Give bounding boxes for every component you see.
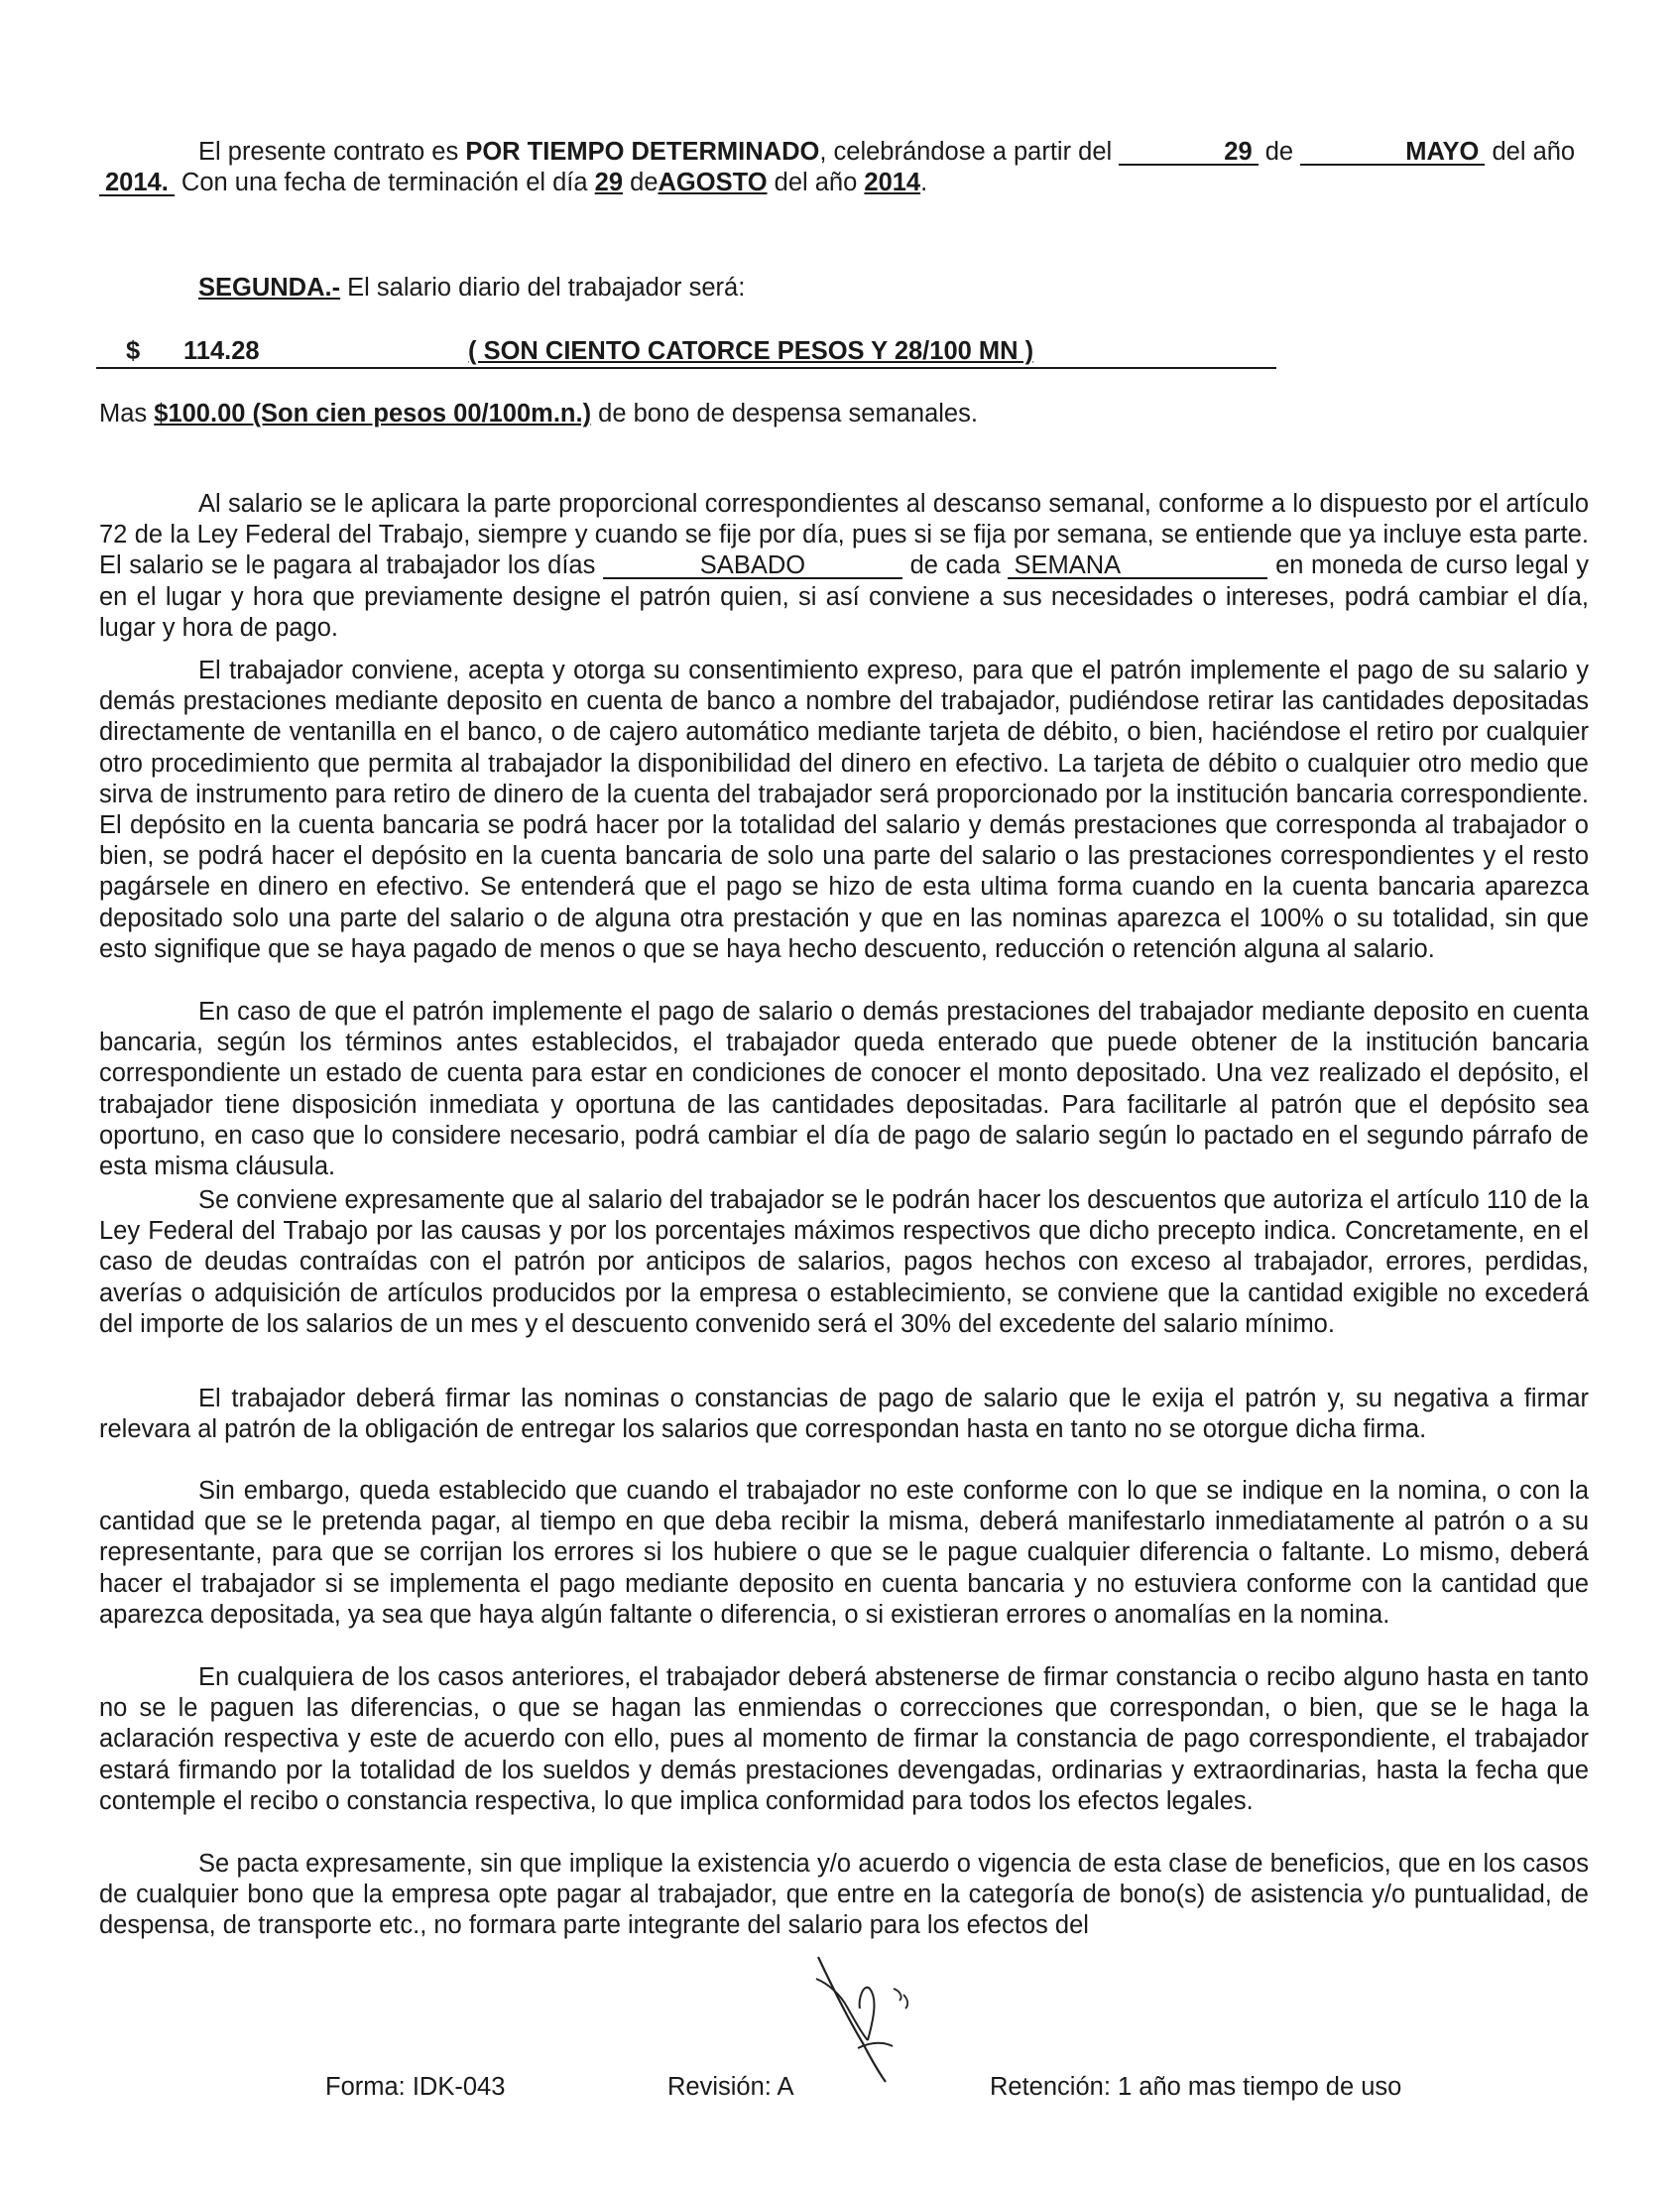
paragraph-text: en moneda de curso legal y en el lugar y hora que previamente designe el patrón quien, si así conviene a sus necesidades o intereses, podrá cambiar el día, lugar y hora de pago.: [99, 551, 1589, 642]
contract-term-line-1: [99, 137, 1589, 168]
clause-segunda: [198, 274, 745, 303]
intro-text: del año: [767, 169, 865, 196]
salary-in-words: ( SON CIENTO CATORCE PESOS Y 28/100 MN ): [468, 337, 1034, 365]
end-year: 2014: [864, 169, 921, 196]
revision-label: Revisión: A: [667, 2073, 794, 2101]
paragraph-discounts: Se conviene expresamente que al salario del trabajador se le podrán hacer los descuentos que autoriza el artículo 110 de la Ley Federal del Trabajo por las causas y por los porcentajes máximos respectivos que dicho precepto indica. Concretamente, en el caso de deudas contraídas con el patrón por anticipos de salarios, pagos hechos con exceso al trabajador, errores, perdidas, averías o adquisición de artículos producidos por la empresa o establecimiento, se conviene que la cantidad exigible no excederá del importe de los salarios de un mes y el descuento convenido será el 30% del excedente del salario mínimo.: [99, 1186, 1589, 1338]
paragraph-payroll-signing: El trabajador deberá firmar las nominas o constancias de pago de salario que le exija el patrón y, su negativa a firmar relevara al patrón de la obligación de entregar los salarios que correspondan hasta en tanto no se otorgue dicha firma.: [99, 1385, 1589, 1444]
pay-period: SEMANA: [1008, 553, 1267, 579]
start-month: MAYO: [1300, 140, 1485, 166]
bonus-text: Mas: [99, 400, 155, 427]
bonus-text: de bono de despensa semanales.: [591, 400, 978, 427]
intro-text: de: [623, 169, 659, 196]
intro-text: del año: [1485, 138, 1576, 166]
start-day: 29: [1119, 140, 1258, 166]
bonus-line: [99, 400, 978, 428]
intro-text: El presente contrato es: [198, 138, 466, 166]
paragraph-salary-rest: [99, 489, 1589, 644]
intro-text: , celebrándose a partir del: [819, 138, 1120, 166]
form-code: Forma: IDK-043: [325, 2073, 506, 2101]
intro-text: .: [920, 169, 928, 196]
bonus-amount: $100.00 (Son cien pesos 00/100m.n.): [154, 400, 592, 427]
paragraph-disagreement: Sin embargo, queda establecido que cuando el trabajador no este conforme con lo que se indique en la nomina, o con la cantidad que se le pretenda pagar, al tiempo en que deba recibir la misma, deberá manifestarlo inmediatamente al patrón o a su representante, para que se corrijan los errores si los hubiere o que se le pague cualquier diferencia o faltante. Lo mismo, deberá hacer el trabajador si se implementa el pago mediante deposito en cuenta bancaria y no estuviera conforme con la cantidad que aparezca depositada, ya sea que haya algún faltante o diferencia, o si existieran errores o anomalías en la nomina.: [99, 1477, 1589, 1629]
contract-type: POR TIEMPO DETERMINADO: [465, 138, 820, 166]
start-year: 2014.: [99, 171, 175, 196]
paragraph-bank-statement: En caso de que el patrón implemente el pago de salario o demás prestaciones del trabajador mediante deposito en cuenta bancaria, según los términos antes establecidos, el trabajador queda enterado que puede obtener de la institución bancaria correspondiente un estado de cuenta para estar en condiciones de conocer el monto depositado. Una vez realizado el depósito, el trabajador tiene disposición inmediata y oportuna de las cantidades depositadas. Para facilitarle al patrón que el depósito sea oportuno, en caso que lo considere necesario, podrá cambiar el día de pago de salario según lo pactado en el segundo párrafo de esta misma cláusula.: [99, 998, 1589, 1181]
currency-symbol: $: [126, 337, 141, 365]
end-month: AGOSTO: [658, 169, 768, 196]
paragraph-text: de cada: [901, 551, 1009, 580]
intro-text: de: [1258, 138, 1301, 166]
clause-label: SEGUNDA.-: [198, 274, 341, 302]
retention-label: Retención: 1 año mas tiempo de uso: [990, 2073, 1402, 2101]
salary-amount: 114.28: [183, 337, 260, 365]
paragraph-text: Al salario se le aplicara la parte proporcional correspondientes al descanso semanal, conforme a lo dispuesto por el artículo 72 de la Ley Federal del Trabajo, siempre y cuando se fije por día, pues si se fija por semana, se entiende que ya incluye esta parte. El salario se le pagara al trabajador los días: [99, 490, 1589, 580]
clause-text: El salario diario del trabajador será:: [340, 274, 746, 302]
paragraph-bank-deposit: El trabajador conviene, acepta y otorga su consentimiento expreso, para que el patrón implemente el pago de su salario y demás prestaciones mediante deposito en cuenta de banco a nombre del trabajador, pudiéndose retirar las cantidades depositadas directamente de ventanilla en el banco, o de cajero automático mediante tarjeta de débito, o bien, haciéndose el retiro por cualquier otro procedimiento que permita al trabajador la disponibilidad del dinero en efectivo. La tarjeta de débito o cualquier otro medio que sirva de instrumento para retiro de dinero de la cuenta del trabajador será proporcionado por la institución bancaria correspondiente. El depósito en la cuenta bancaria se podrá hacer por la totalidad del salario y demás prestaciones que corresponda al trabajador o bien, se podrá hacer el depósito en la cuenta bancaria de solo una parte del salario o las prestaciones correspondientes y el resto pagársele en dinero en efectivo. Se entenderá que el pago se hizo de esta ultima forma cuando en la cuenta bancaria aparezca depositado solo una parte del salario o de alguna otra prestación y que en las nominas aparezca el 100% o su totalidad, sin que esto signifique que se haya pagado de menos o que se haya hecho descuento, reducción o retención alguna al salario.: [99, 657, 1589, 963]
paragraph-bonus-clause: Se pacta expresamente, sin que implique la existencia y/o acuerdo o vigencia de esta clase de beneficios, que en los casos de cualquier bono que la empresa opte pagar al trabajador, que entre en la categoría de bono(s) de asistencia y/o puntualidad, de despensa, de transporte etc., no formara parte integrante del salario para los efectos del: [99, 1850, 1589, 1940]
intro-text: Con una fecha de terminación el día: [174, 169, 595, 196]
paragraph-abstain-signing: En cualquiera de los casos anteriores, el trabajador deberá abstenerse de firmar constancia o recibo alguno hasta en tanto no se le paguen las diferencias, o que se hagan las enmiendas o correcciones que correspondan, o bien, que se le haga la aclaración respectiva y este de acuerdo con ello, pues al momento de firmar la constancia de pago correspondiente, el trabajador estará firmando por la totalidad de los sueldos y demás prestaciones devengadas, ordinarias y extraordinarias, hasta la fecha que contemple el recibo o constancia respectiva, lo que implica conformidad para todos los efectos legales.: [99, 1663, 1589, 1815]
end-day: 29: [594, 169, 624, 196]
handwritten-signature-icon: [808, 1949, 927, 2088]
contract-term-paragraph: [99, 137, 1589, 198]
salary-amount-line: [96, 335, 1276, 369]
contract-term-line-2: [99, 168, 1589, 198]
pay-day: SABADO: [603, 553, 902, 579]
